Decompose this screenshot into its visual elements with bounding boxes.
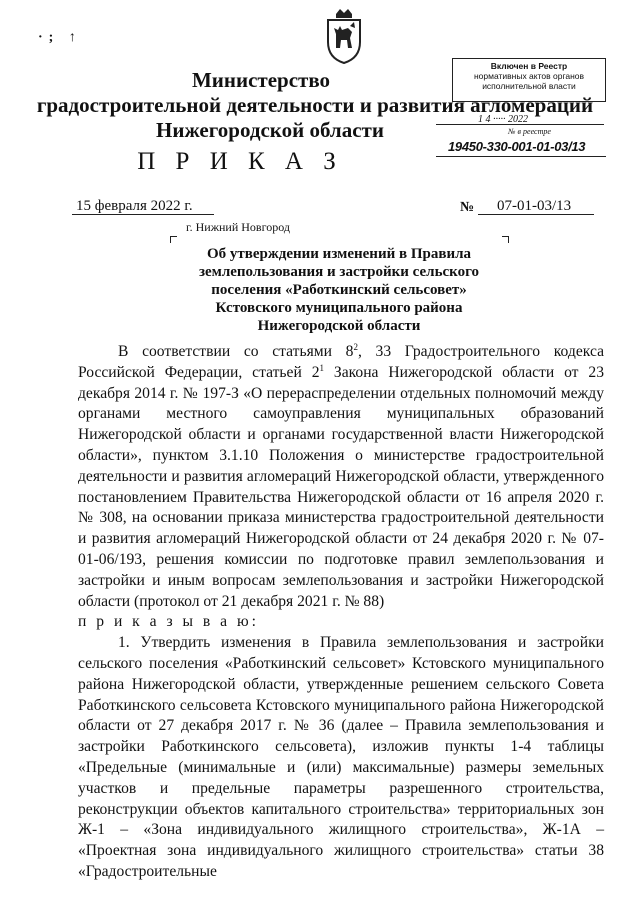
order-number: 07-01-03/13 [497, 198, 572, 214]
stamp-line-2: нормативных актов органов [473, 71, 585, 81]
ministry-line-1: Министерство [191, 68, 331, 92]
number-label: № [460, 200, 475, 215]
ministry-line-3: Нижегородской области [156, 118, 384, 142]
preamble-part-2: , 33 Градостроительного кодекса Российской Федерации, статьей 2 [78, 343, 604, 381]
orders-word: п р и к а з ы в а ю: [78, 613, 259, 631]
stamp-reg-number: 19450-330-001-01-03/13 [448, 139, 586, 154]
date-underline [72, 214, 214, 215]
bracket-right [502, 236, 509, 243]
item-1-paragraph: 1. Утвердить изменения в Правила землепользования и застройки сельского поселения «Работкинский сельсовет» Кстовского муниципального района Нижегородской области, утвержденные решением сельского Совета Работкинского сельсовета Кстовского муниципального района Нижегородской области от 27 декабря 2017 г. № 36 (далее – Правила землепользования и застройки Работкинского сельсовета), изложив пункты 1-4 таблицы «Предельные (минимальные и (или) максимальные) размеры земельных участков и предельные параметры разрешенного строительства, реконструкции объектов капитального строительства» территориальных зон Ж-1 – «Зона индивидуального жилищного строительства», Ж-1А – «Проектная зона индивидуального жилищного строительства» статьи 38 «Градостроительные [78, 634, 604, 880]
stamp-line-3: исполнительной власти [482, 81, 576, 91]
stamp-date: 1 4 ····· 2022 [478, 114, 528, 125]
coat-of-arms-icon [322, 8, 366, 64]
superscript-2: 1 [319, 362, 324, 373]
preamble-paragraph [78, 342, 604, 612]
ministry-line-2: градостроительной деятельности и развития агломераций [36, 93, 594, 117]
corner-marks: ·; ↑ [38, 30, 82, 45]
order-body [78, 342, 604, 883]
stamp-reg-label: № в реестре [508, 127, 551, 136]
document-type: П Р И К А З [137, 148, 343, 175]
preamble-part-1: В соответствии со статьями 8 [118, 343, 354, 360]
ministry-title [0, 68, 640, 143]
superscript-1: 2 [353, 341, 358, 352]
stamp-line-1: Включен в Реестр [490, 61, 568, 71]
number-underline [478, 214, 594, 215]
order-date: 15 февраля 2022 г. [76, 198, 193, 214]
order-subject: Об утверждении изменений в Правила землепользования и застройки сельского поселения «Работкинский сельсовет» Кстовского муниципального района Нижегородской области [198, 246, 480, 334]
preamble-part-3: Закона Нижегородской области от 23 декабря 2014 г. № 197-З «О перераспределении отдельных полномочий между органами местного самоуправления муниципальных образований Нижегородской области и органами государственной власти Нижегородской области», пунктом 3.1.10 Положения о министерстве градостроительной деятельности и развития агломераций Нижегородской области, утвержденного постановлением Правительства Нижегородской области от 16 апреля 2020 г. № 308, на основании приказа министерства градостроительной деятельности и развития агломераций Нижегородской области от 24 декабря 2020 г. № 07-01-06/193, решения комиссии по подготовке правил землепользования и застройки и иным вопросам землепользования и застройки Нижегородской области (протокол от 21 декабря 2021 г. № 88) [78, 363, 604, 610]
city: г. Нижний Новгород [186, 220, 290, 234]
bracket-left [170, 236, 177, 243]
